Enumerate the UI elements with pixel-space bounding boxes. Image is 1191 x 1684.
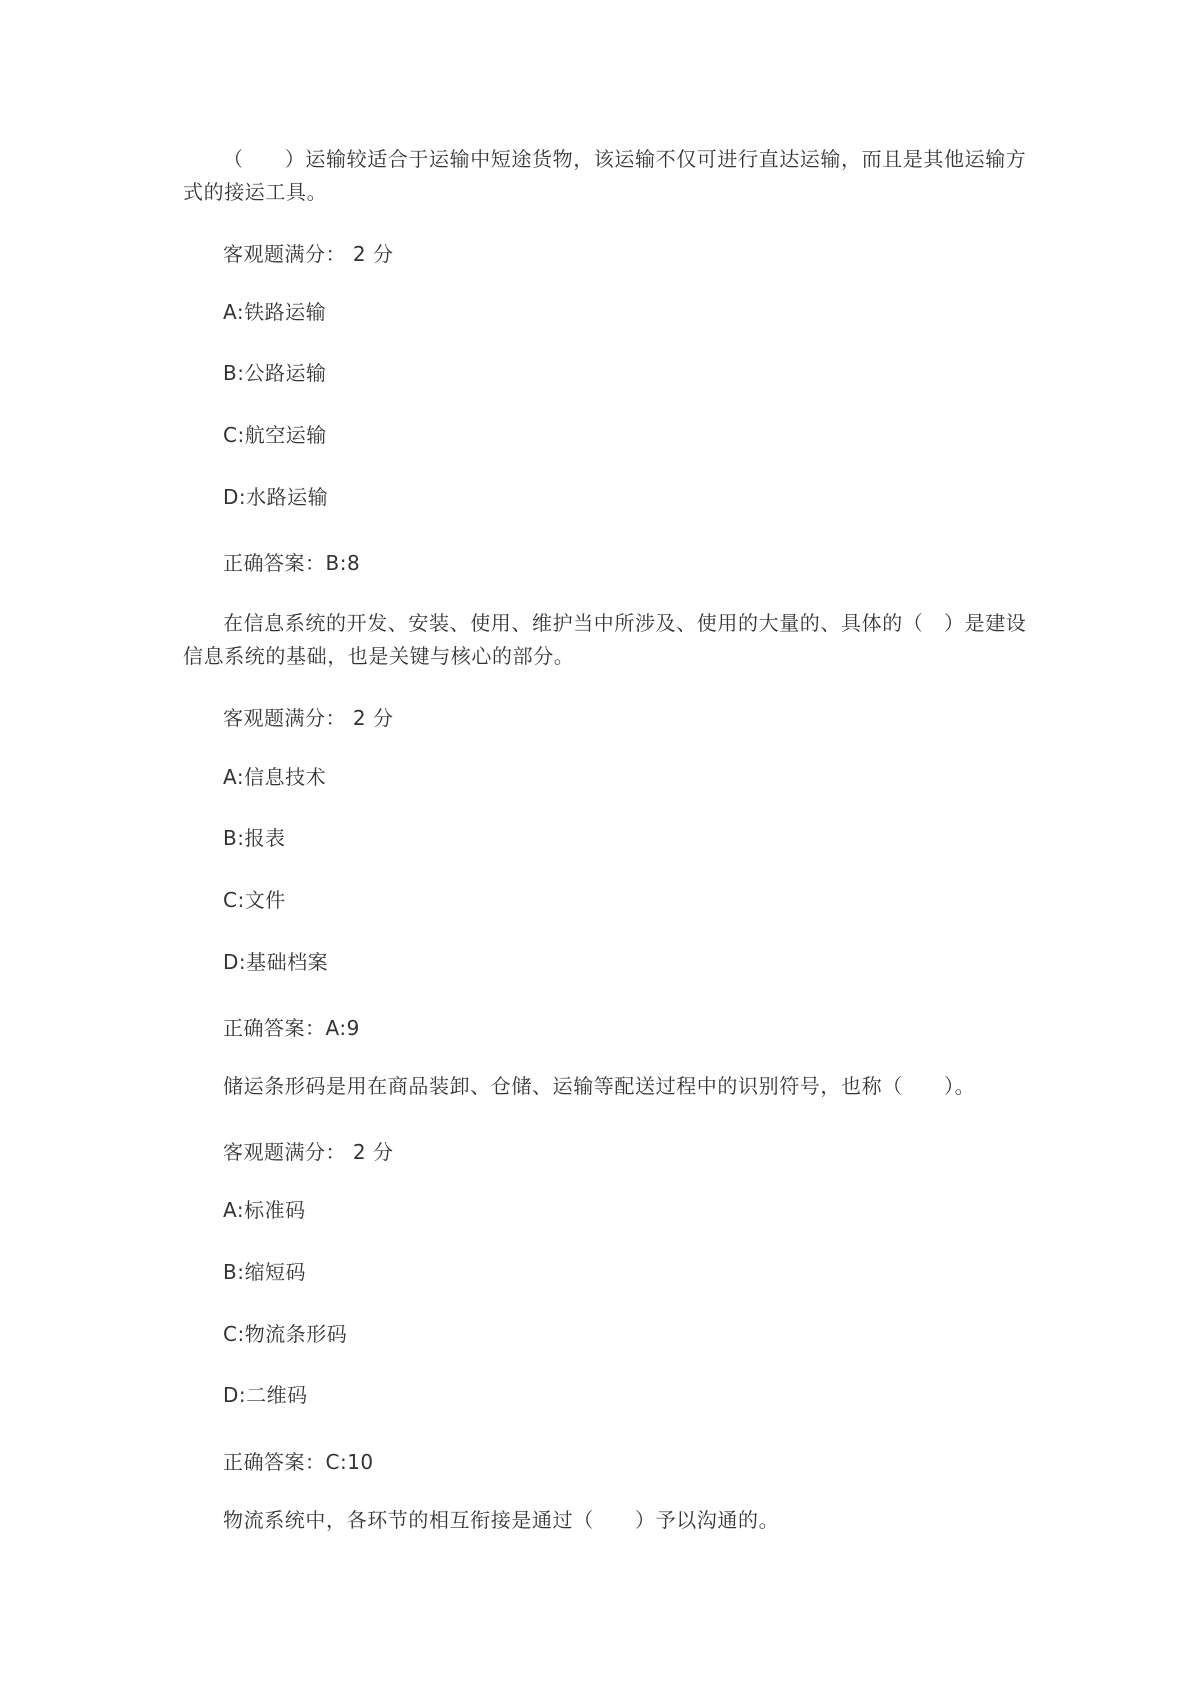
question-3-answer: 正确答案：C:10 (223, 1450, 374, 1474)
question-2-option-a: A:信息技术 (223, 765, 327, 789)
question-2-option-d: D:基础档案 (223, 950, 329, 974)
question-3-option-c: C:物流条形码 (223, 1322, 348, 1346)
question-1-stem: （ ）运输较适合于运输中短途货物，该运输不仅可进行直达运输，而且是其他运输方式的接运工具。 (183, 147, 1027, 204)
question-3-option-a: A:标准码 (223, 1198, 306, 1222)
question-2-stem: 在信息系统的开发、安装、使用、维护当中所涉及、使用的大量的、具体的（ ）是建设信息系统的基础，也是关键与核心的部分。 (183, 611, 1027, 668)
question-3-stem: 储运条形码是用在商品装卸、仓储、运输等配送过程中的识别符号，也称（ ）。 (223, 1074, 976, 1098)
question-3-option-b: B:缩短码 (223, 1260, 306, 1284)
question-2-score: 客观题满分： 2 分 (223, 706, 394, 730)
question-1-answer: 正确答案：B:8 (223, 551, 361, 575)
question-1-score: 客观题满分： 2 分 (223, 242, 394, 266)
question-1-option-d: D:水路运输 (223, 485, 329, 509)
question-1-option-b: B:公路运输 (223, 361, 327, 385)
question-2-option-c: C:文件 (223, 888, 286, 912)
question-1-option-a: A:铁路运输 (223, 300, 327, 324)
question-2-option-b: B:报表 (223, 826, 286, 850)
question-3-option-d: D:二维码 (223, 1383, 308, 1407)
question-1-option-c: C:航空运输 (223, 423, 327, 447)
question-2-answer: 正确答案：A:9 (223, 1016, 360, 1040)
question-4-stem: 物流系统中，各环节的相互衔接是通过（ ）予以沟通的。 (223, 1508, 780, 1532)
question-3-score: 客观题满分： 2 分 (223, 1140, 394, 1164)
